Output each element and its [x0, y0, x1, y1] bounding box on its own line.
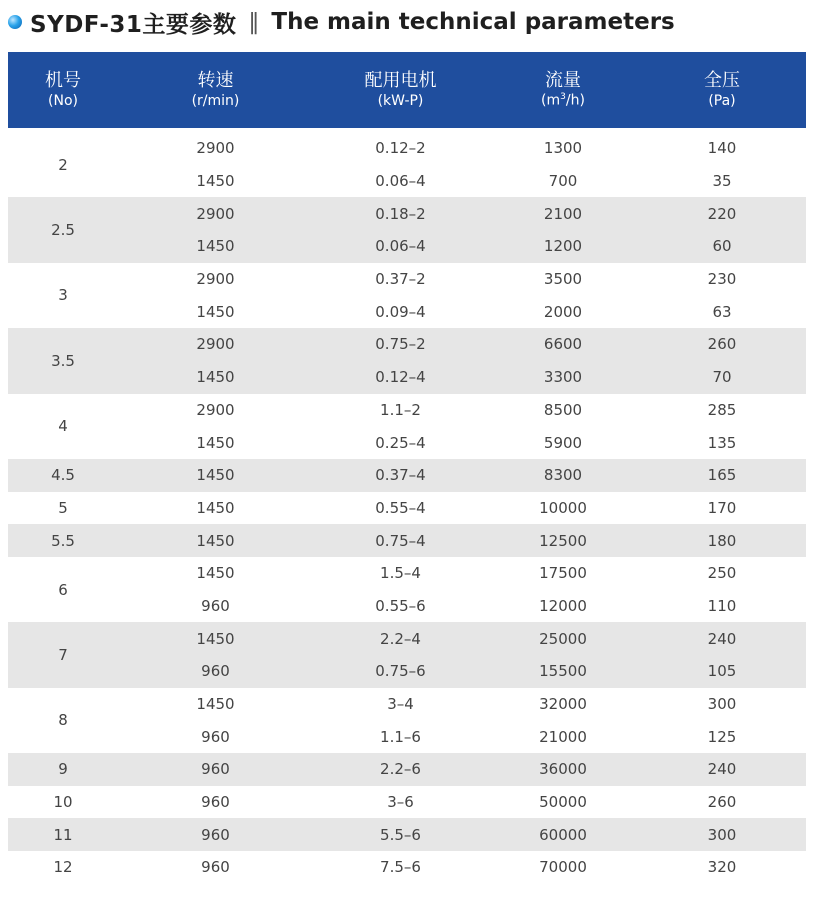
model-number-cell: 6: [58, 580, 68, 599]
motor-cell: 1.5–4: [380, 564, 421, 583]
motor-cell: 0.37–2: [375, 270, 426, 289]
pressure-cell: 135: [707, 433, 737, 452]
motor-cell: 0.37–4: [375, 466, 426, 485]
table-row-group: [8, 394, 806, 459]
table-row: [118, 132, 806, 165]
pressure-cell: 240: [707, 760, 737, 779]
flow-cell: 1200: [543, 237, 583, 256]
table-row: [118, 361, 806, 394]
motor-cell: 0.75–4: [375, 531, 426, 550]
flow-cell: 60000: [539, 825, 587, 844]
table-row-group: [8, 753, 806, 786]
speed-cell: 2900: [196, 270, 235, 289]
speed-cell: 1450: [196, 302, 235, 321]
motor-cell: 0.12–4: [375, 368, 426, 387]
motor-cell: 0.12–2: [375, 139, 426, 158]
table-row-group: [8, 197, 806, 262]
flow-cell: 21000: [539, 727, 587, 746]
motor-cell: 0.75–2: [375, 335, 426, 354]
table-row-group: [8, 851, 806, 884]
table-row: [118, 655, 806, 688]
parameters-table: [8, 52, 806, 884]
table-row-group: [8, 132, 806, 197]
table-row: [118, 786, 806, 819]
model-number-cell: 2.5: [51, 221, 75, 240]
model-number-cell: 5.5: [51, 531, 75, 550]
flow-cell: 32000: [539, 695, 587, 714]
motor-cell: 0.75–6: [375, 662, 426, 681]
motor-cell: 7.5–6: [380, 858, 421, 877]
pressure-cell: 285: [707, 400, 737, 419]
flow-cell: 10000: [539, 498, 587, 517]
table-row-group: [8, 459, 806, 492]
table-row: [118, 818, 806, 851]
table-header: [8, 52, 806, 128]
speed-cell: 1450: [196, 466, 235, 485]
speed-cell: 1450: [196, 695, 235, 714]
flow-cell: 2000: [543, 302, 583, 321]
table-row-group: [8, 786, 806, 819]
motor-cell: 0.09–4: [375, 302, 426, 321]
motor-cell: 3–4: [387, 695, 414, 714]
table-row-group: [8, 492, 806, 525]
pressure-cell: 260: [707, 793, 737, 812]
flow-cell: 12500: [539, 531, 587, 550]
speed-cell: 960: [201, 858, 230, 877]
table-row-group: [8, 557, 806, 622]
speed-cell: 1450: [196, 531, 235, 550]
flow-cell: 8500: [543, 400, 583, 419]
motor-cell: 1.1–6: [380, 727, 421, 746]
motor-cell: 0.06–4: [375, 237, 426, 256]
speed-cell: 960: [201, 793, 230, 812]
pressure-cell: 250: [707, 564, 737, 583]
motor-cell: 0.55–6: [375, 596, 426, 615]
table-row: [118, 230, 806, 263]
flow-cell: 17500: [539, 564, 587, 583]
speed-cell: 2900: [196, 400, 235, 419]
motor-cell: 5.5–6: [380, 825, 421, 844]
pressure-cell: 300: [707, 695, 737, 714]
motor-cell: 2.2–4: [380, 629, 421, 648]
model-number-cell: 4.5: [51, 466, 75, 485]
motor-cell: 0.06–4: [375, 172, 426, 191]
header-pressure: 全压 (Pa): [704, 70, 740, 109]
table-row: [118, 622, 806, 655]
flow-cell: 12000: [539, 596, 587, 615]
speed-cell: 2900: [196, 335, 235, 354]
model-number-cell: 3.5: [51, 351, 75, 370]
table-row: [118, 295, 806, 328]
model-number-cell: 9: [58, 760, 68, 779]
speed-cell: 2900: [196, 204, 235, 223]
bullet-dot-icon: [8, 15, 22, 29]
motor-cell: 3–6: [387, 793, 414, 812]
model-number-cell: 5: [58, 498, 68, 517]
pressure-cell: 220: [707, 204, 737, 223]
table-row-group: [8, 818, 806, 851]
pressure-cell: 300: [707, 825, 737, 844]
pressure-cell: 230: [707, 270, 737, 289]
flow-cell: 700: [548, 172, 578, 191]
pressure-cell: 110: [707, 596, 737, 615]
pressure-cell: 125: [707, 727, 737, 746]
flow-cell: 3300: [543, 368, 583, 387]
speed-cell: 960: [201, 596, 230, 615]
pressure-cell: 35: [712, 172, 732, 191]
table-row-group: [8, 263, 806, 328]
table-row: [118, 263, 806, 296]
table-row: [118, 753, 806, 786]
model-number-cell: 7: [58, 646, 68, 664]
speed-cell: 960: [201, 760, 230, 779]
flow-cell: 8300: [543, 466, 583, 485]
pressure-cell: 105: [707, 662, 737, 681]
table-row-group: [8, 524, 806, 557]
model-number-cell: 2: [58, 155, 68, 174]
speed-cell: 1450: [196, 172, 235, 191]
pressure-cell: 320: [707, 858, 737, 877]
pressure-cell: 60: [712, 237, 732, 256]
flow-cell: 50000: [539, 793, 587, 812]
speed-cell: 1450: [196, 368, 235, 387]
model-number-cell: 3: [58, 286, 68, 305]
table-row: [118, 459, 806, 492]
motor-cell: 1.1–2: [380, 400, 421, 419]
speed-cell: 2900: [196, 139, 235, 158]
header-motor: 配用电机 (kW-P): [364, 70, 437, 109]
model-number-cell: 4: [58, 417, 68, 436]
pressure-cell: 260: [707, 335, 737, 354]
table-row: [118, 524, 806, 557]
title-english: The main technical parameters: [271, 9, 675, 35]
table-row: [118, 557, 806, 590]
table-row: [118, 720, 806, 753]
table-row: [118, 688, 806, 721]
motor-cell: 0.25–4: [375, 433, 426, 452]
flow-cell: 1300: [543, 139, 583, 158]
table-row-group: [8, 328, 806, 393]
flow-cell: 3500: [543, 270, 583, 289]
motor-cell: 2.2–6: [380, 760, 421, 779]
table-row: [118, 328, 806, 361]
model-number-cell: 8: [58, 711, 68, 730]
speed-cell: 960: [201, 727, 230, 746]
page-title: [8, 4, 808, 40]
motor-cell: 0.55–4: [375, 498, 426, 517]
table-row: [118, 197, 806, 230]
pressure-cell: 165: [707, 466, 737, 485]
table-row-group: [8, 622, 806, 687]
flow-cell: 15500: [539, 662, 587, 681]
speed-cell: 960: [201, 662, 230, 681]
header-flow: 流量 $(m^3/h)$: [541, 69, 585, 109]
table-row: [118, 851, 806, 884]
speed-cell: 1450: [196, 237, 235, 256]
title-separator: ‖: [248, 9, 260, 35]
flow-cell: 70000: [539, 858, 587, 877]
table-row: [118, 426, 806, 459]
flow-cell: 36000: [539, 760, 587, 779]
pressure-cell: 63: [712, 302, 732, 321]
table-body: [8, 132, 806, 884]
pressure-cell: 70: [712, 368, 732, 387]
motor-cell: 0.18–2: [375, 204, 426, 223]
table-row: [118, 590, 806, 623]
flow-cell: 2100: [543, 204, 583, 223]
table-row: [118, 165, 806, 198]
pressure-cell: 140: [707, 139, 737, 158]
pressure-cell: 240: [707, 629, 737, 648]
flow-cell: 6600: [543, 335, 583, 354]
speed-cell: 1450: [196, 433, 235, 452]
table-row-group: [8, 688, 806, 753]
speed-cell: 1450: [196, 564, 235, 583]
model-number-cell: 10: [53, 793, 73, 812]
speed-cell: 1450: [196, 629, 235, 648]
table-row: [118, 394, 806, 427]
pressure-cell: 170: [707, 498, 737, 517]
speed-cell: 1450: [196, 498, 235, 517]
title-chinese: SYDF-31主要参数: [30, 11, 237, 38]
flow-cell: 5900: [543, 433, 583, 452]
model-number-cell: 11: [53, 825, 73, 844]
header-model-number: 机号 (No): [45, 70, 81, 109]
header-speed: 转速 (r/min): [191, 70, 240, 109]
pressure-cell: 180: [707, 531, 737, 550]
flow-cell: 25000: [539, 629, 587, 648]
table-row: [118, 492, 806, 525]
speed-cell: 960: [201, 825, 230, 844]
model-number-cell: 12: [53, 858, 73, 877]
